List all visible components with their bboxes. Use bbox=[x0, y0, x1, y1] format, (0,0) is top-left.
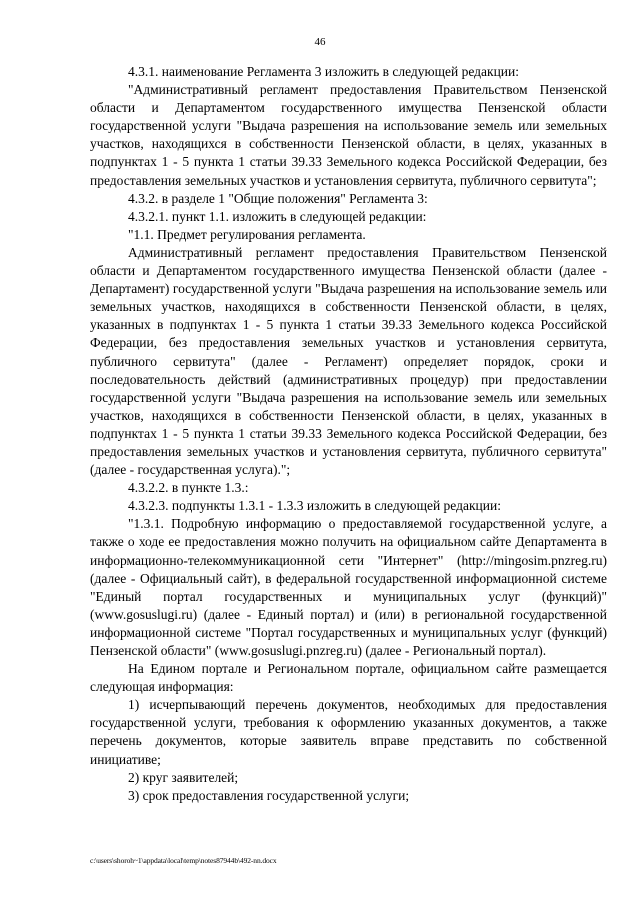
list-item-2: 2) круг заявителей; bbox=[128, 769, 239, 785]
paragraph-regulation-title: "Административный регламент предоставления Правительством Пензенской области и Департаментом государственного имущества Пензенской области государственной услуги "Выдача разрешения на использование земель или земельных участков, находящихся в собственности Пензенской области, в целях, указанных в подпунктах 1 - 5 пункта 1 статьи 39.33 Земельного кодекса Российской Федерации, без предоставления земельных участков и установления сервитута, публичного сервитута"; bbox=[90, 82, 607, 188]
paragraph-regulation-subject: Административный регламент предоставления Правительством Пензенской области и Департаментом государственного имущества Пензенской области (далее - Департамент) государственной услуги "Выдача разрешения на использование земель или земельных участков, находящихся в собственности Пензенской области, в целях, указанных в подпунктах 1 - 5 пункта 1 статьи 39.33 Земельного кодекса Российской Федерации, без предоставления земельных участков и установления сервитута, публичного сервитута" (далее - Регламент) определяет порядок, сроки и последовательность действий (административных процедур) при предоставлении государственной услуги "Выдача разрешения на использование земель или земельных участков, находящихся в собственности Пензенской области, в целях, указанных в подпунктах 1 - 5 пункта 1 статьи 39.33 Земельного кодекса Российской Федерации, без предоставления земельных участков и установления сервитута, публичного сервитута" (далее - государственная услуга)."; bbox=[90, 244, 607, 478]
paragraph-4-3-2-3: 4.3.2.3. подпункты 1.3.1 - 1.3.3 изложить в следующей редакции: bbox=[128, 498, 501, 514]
paragraph-portal-info: На Едином портале и Региональном портале, официальном сайте размещается следующая информация: bbox=[90, 661, 607, 695]
paragraph-4-3-2-1: 4.3.2.1. пункт 1.1. изложить в следующей редакции: bbox=[128, 208, 427, 224]
page-number: 46 bbox=[314, 36, 326, 48]
footer-file-path: c:\users\shoroh~1\appdata\local\temp\notes87944b\492-nn.docx bbox=[90, 856, 277, 865]
list-item-1: 1) исчерпывающий перечень документов, необходимых для предоставления государственной услуги, требования к оформлению указанных документов, а также перечень документов, которые заявитель вправе представить по собственной инициативе; bbox=[90, 697, 607, 767]
paragraph-1-3-1: "1.3.1. Подробную информацию о предоставляемой государственной услуге, а также о ходе ее предоставления можно получить на официальном сайте Департамента в информационно-телекоммуникационной сети "Интернет" (http://mingosim.pnzreg.ru) (далее - Официальный сайт), в федеральной государственной информационной системе "Единый портал государственных и муниципальных услуг (функций)" (www.gosuslugi.ru) (далее - Единый портал) и (или) в региональной государственной информационной системе "Портал государственных и муниципальных услуг (функций) Пензенской области" (www.gosuslugi.pnzreg.ru) (далее - Региональный портал). bbox=[90, 516, 607, 658]
paragraph-1-1-heading: "1.1. Предмет регулирования регламента. bbox=[128, 226, 366, 242]
list-item-3: 3) срок предоставления государственной услуги; bbox=[128, 787, 410, 803]
paragraph-4-3-1: 4.3.1. наименование Регламента 3 изложить в следующей редакции: bbox=[128, 64, 520, 79]
paragraph-4-3-2-2: 4.3.2.2. в пункте 1.3.: bbox=[128, 480, 249, 496]
paragraph-4-3-2: 4.3.2. в разделе 1 "Общие положения" Регламента 3: bbox=[128, 190, 428, 206]
document-body bbox=[90, 63, 607, 805]
